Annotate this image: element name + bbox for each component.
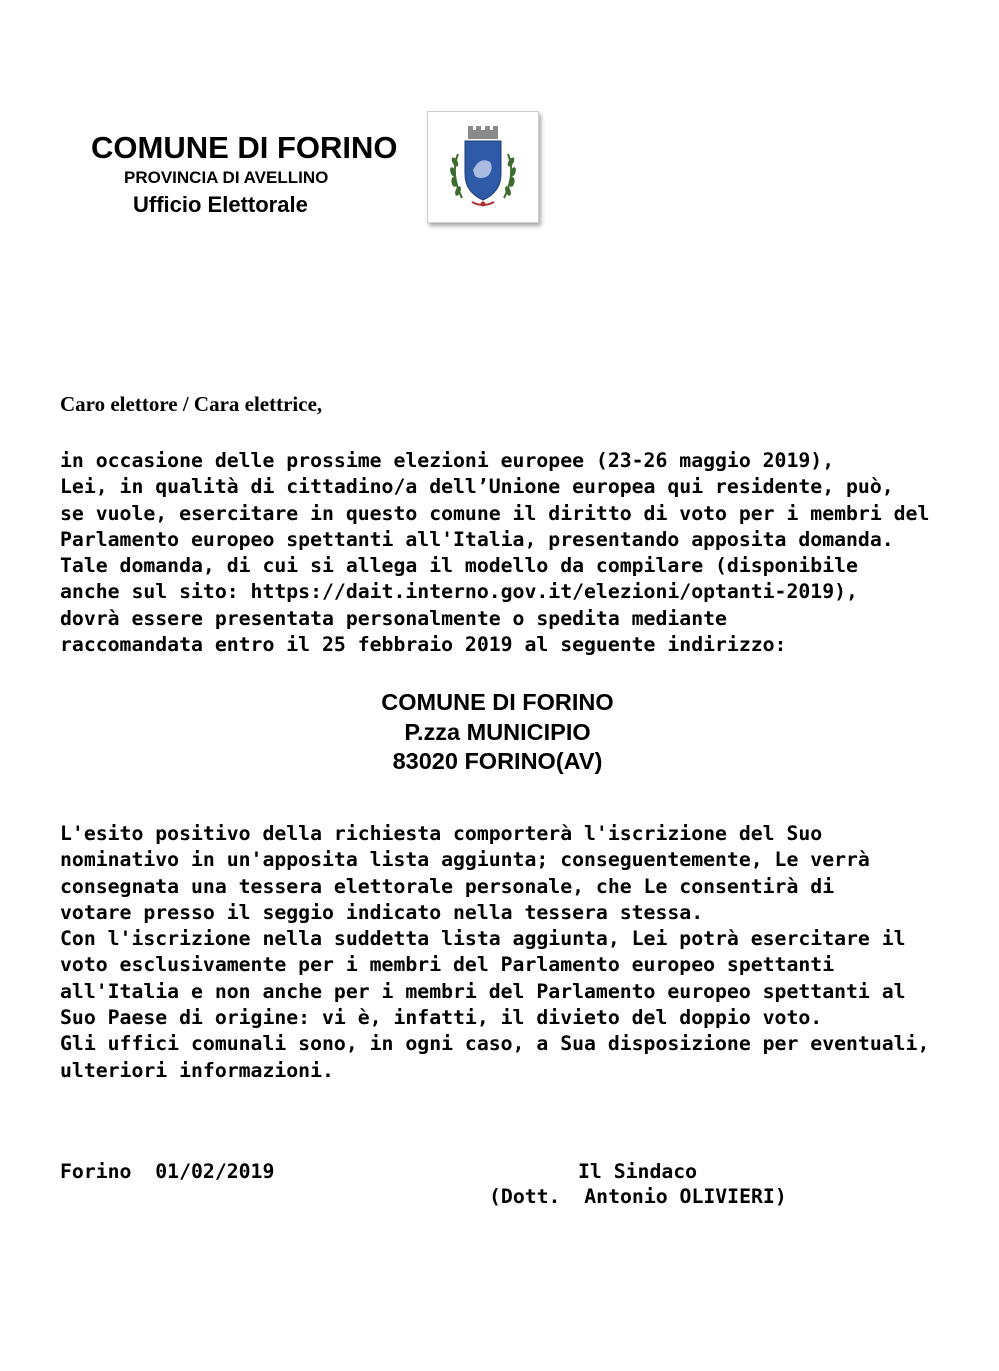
greeting: Caro elettore / Cara elettrice, [60, 392, 323, 416]
address-line: 83020 FORINO(AV) [392, 748, 603, 774]
address-block [300, 688, 695, 777]
paragraph-line: Parlamento europeo spettanti all'Italia, presentando apposita domanda. [60, 527, 894, 551]
paragraph-intro [60, 448, 960, 658]
signer-name: (Dott. Antonio OLIVIERI) [489, 1185, 787, 1208]
paragraph-details [60, 821, 960, 1084]
paragraph-line: Lei, in qualità di cittadino/a dell’Unione europea qui residente, può, [60, 475, 894, 499]
office-label: Ufficio Elettorale [133, 192, 308, 217]
paragraph-line: all'Italia e non anche per i membri del Parlamento europeo spettanti al [60, 979, 906, 1003]
paragraph-line: raccomandata entro il 25 febbraio 2019 al seguente indirizzo: [60, 633, 787, 657]
date-place: Forino 01/02/2019 [60, 1160, 275, 1183]
paragraph-line: se vuole, esercitare in questo comune il diritto di voto per i membri del [60, 501, 930, 525]
address-line: P.zza MUNICIPIO [404, 718, 591, 745]
coat-of-arms [427, 111, 539, 223]
municipal-coat-of-arms-icon [428, 112, 538, 222]
province-label: PROVINCIA DI AVELLINO [124, 168, 329, 187]
paragraph-line: in occasione delle prossime elezioni europee (23-26 maggio 2019), [60, 449, 835, 472]
paragraph-line: L'esito positivo della richiesta comporterà l'iscrizione del Suo [60, 822, 823, 845]
paragraph-line: voto esclusivamente per i membri del Parlamento europeo spettanti [60, 953, 835, 977]
paragraph-line: dovrà essere presentata personalmente o spedita mediante [60, 606, 727, 630]
signer-title: Il Sindaco [578, 1160, 698, 1183]
paragraph-line: consegnata una tessera elettorale personale, che Le consentirà di [60, 874, 835, 898]
paragraph-line: Con l'iscrizione nella suddetta lista aggiunta, Lei potrà esercitare il [60, 927, 906, 951]
paragraph-line: Tale domanda, di cui si allega il modello da compilare (disponibile [60, 554, 858, 578]
paragraph-line: votare presso il seggio indicato nella tessera stessa. [60, 900, 704, 924]
paragraph-line: nominativo in un'apposita lista aggiunta; conseguentemente, Le verrà [60, 848, 870, 872]
paragraph-line: Gli uffici comunali sono, in ogni caso, a Sua disposizione per eventuali, [60, 1032, 930, 1056]
paragraph-line: anche sul sito: https://dait.interno.gov.it/elezioni/optanti-2019), [60, 580, 858, 604]
paragraph-line: ulteriori informazioni. [60, 1058, 334, 1082]
municipality-title: COMUNE DI FORINO [91, 130, 398, 165]
address-line: COMUNE DI FORINO [381, 689, 614, 715]
paragraph-line: Suo Paese di origine: vi è, infatti, il divieto del doppio voto. [60, 1006, 823, 1030]
